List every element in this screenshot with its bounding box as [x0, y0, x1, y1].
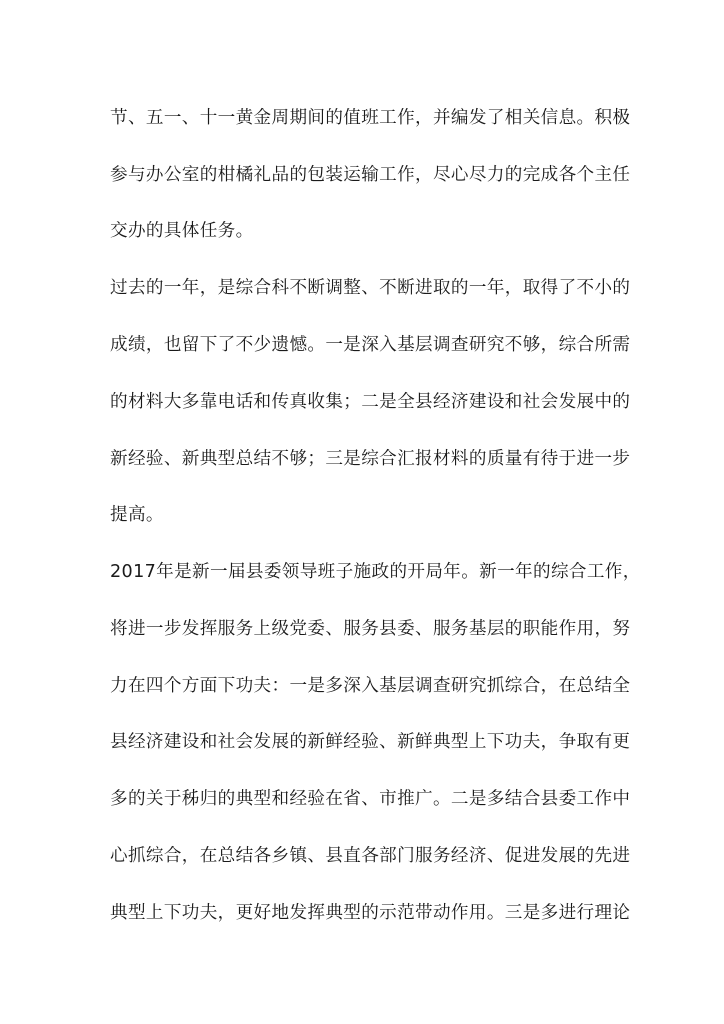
text-line: 成绩，也留下了不少遗憾。一是深入基层调查研究不够，综合所需 [110, 335, 631, 355]
text-line: 力在四个方面下功夫：一是多深入基层调查研究抓综合，在总结全 [110, 676, 631, 696]
text-line: 将进一步发挥服务上级党委、服务县委、服务基层的职能作用，努 [110, 619, 631, 639]
text-line: 交办的具体任务。 [110, 221, 254, 241]
text-line: 过去的一年，是综合科不断调整、不断进取的一年，取得了不小的 [110, 278, 631, 298]
text-line: 2017年是新一届县委领导班子施政的开局年。新一年的综合工作， [110, 562, 641, 582]
text-line: 多的关于秭归的典型和经验在省、市推广。二是多结合县委工作中 [110, 789, 631, 809]
text-line: 节、五一、十一黄金周期间的值班工作，并编发了相关信息。积极 [110, 108, 631, 128]
text-line: 县经济建设和社会发展的新鲜经验、新鲜典型上下功夫，争取有更 [110, 732, 631, 752]
text-line: 的材料大多靠电话和传真收集；二是全县经济建设和社会发展中的 [110, 392, 631, 412]
text-line: 提高。 [110, 505, 164, 525]
text-line: 心抓综合，在总结各乡镇、县直各部门服务经济、促进发展的先进 [110, 846, 631, 866]
text-line: 参与办公室的柑橘礼品的包装运输工作，尽心尽力的完成各个主任 [110, 165, 631, 185]
text-line: 新经验、新典型总结不够；三是综合汇报材料的质量有待于进一步 [110, 449, 631, 469]
text-line: 典型上下功夫，更好地发挥典型的示范带动作用。三是多进行理论 [110, 903, 631, 923]
